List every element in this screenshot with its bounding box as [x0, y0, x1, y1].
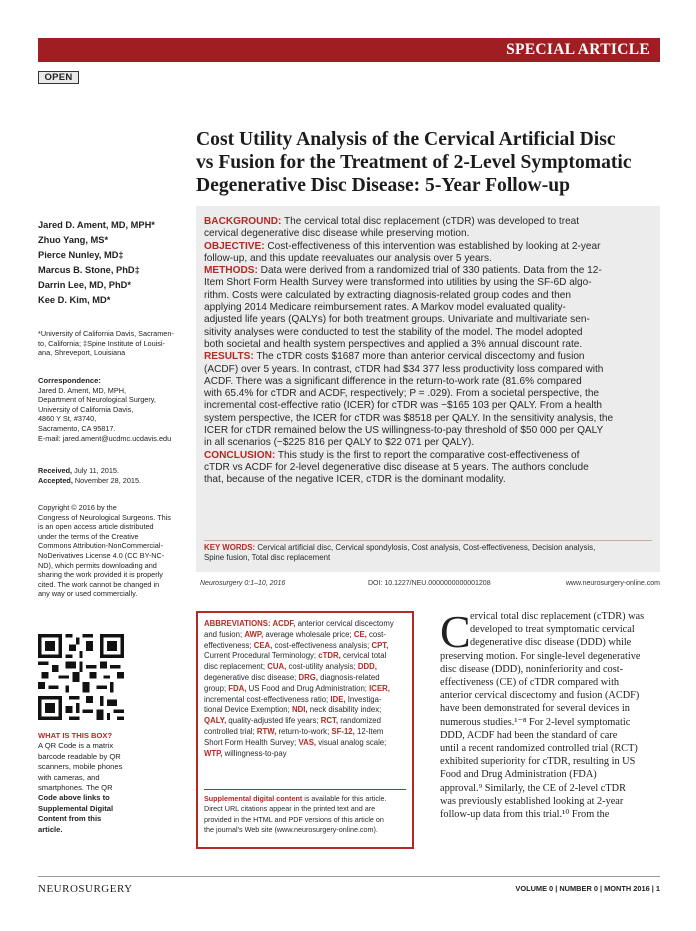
abstract-results-text: The cTDR costs $1687 more than anterior cervical discectomy and fusion	[253, 351, 585, 363]
drop-cap: C	[440, 606, 471, 657]
abbreviation-definition: disc replacement;	[204, 662, 268, 672]
body-line: effectiveness (CE) of cTDR compared with	[440, 677, 620, 689]
abstract-results-text: in all scenarios (−$225 816 per QALY to $22 071 per QALY).	[204, 437, 475, 449]
author: Kee D. Kim, MD*	[38, 295, 111, 305]
abstract-background-label: BACKGROUND:	[204, 216, 282, 227]
correspondence	[38, 376, 186, 443]
affiliation-line: to, California; ‡Spine Institute of Louisi-	[38, 338, 165, 348]
title-line: vs Fusion for the Treatment of 2-Level Symptomatic	[196, 152, 632, 173]
body-line: ervical total disc replacement (cTDR) was	[470, 611, 645, 622]
abbreviation-definition: cost-	[366, 629, 386, 639]
body-line: anterior cervical discectomy and fusion (ACDF)	[440, 690, 640, 702]
qr-explainer-line: Code above links to	[38, 793, 110, 803]
copyright-notice	[38, 503, 186, 599]
abstract-conclusion-text: cTDR vs ACDF for 2-level degenerative disc disease at 5 years. The authors conclude	[204, 461, 589, 473]
abstract-methods-text: both societal and health system perspectives and applied a 3% annual discount rate.	[204, 338, 583, 350]
abbreviation-definition: degenerative disc disease;	[204, 672, 299, 682]
abbreviation-definition: diagnosis-related	[318, 672, 380, 682]
copyright-line: sharing the work provided it is properly	[38, 570, 163, 580]
open-access-badge: OPEN	[38, 71, 79, 84]
abstract-results-text: with 65.4% for cTDR and ACDF, respectively; P = .029). From a societal perspective, the	[204, 388, 600, 400]
received-accepted-dates	[38, 466, 186, 485]
abbreviation-definition: group;	[204, 683, 229, 693]
abbreviation-definition: and fusion;	[204, 629, 245, 639]
copyright-line: Congress of Neurological Surgeons. This	[38, 512, 171, 522]
abbreviation-term: DRG,	[298, 672, 318, 682]
qr-explainer-line: article.	[38, 824, 63, 834]
abbreviation-term: QALY,	[204, 716, 227, 726]
issue-info: VOLUME 0 | NUMBER 0 | MONTH 2016 | 1	[515, 884, 660, 893]
copyright-line: is an open access article distributed	[38, 522, 154, 532]
abbreviation-term: CE,	[353, 629, 367, 639]
abbreviation-line	[204, 794, 387, 804]
abbreviations-divider	[204, 789, 406, 790]
abbreviation-definition: tional Device Exemption;	[204, 705, 292, 715]
keywords-text: Cervical artificial disc, Cervical spondylosis, Cost analysis, Cost-effectiveness, Decision analysis,	[255, 543, 596, 552]
body-line: have been demonstrated for several devices in	[440, 703, 630, 715]
abstract-conclusion-text: that, because of the negative ICER, cTDR is the dominant modality.	[204, 474, 506, 486]
abbreviation-term: WTP,	[204, 748, 223, 758]
author: Pierce Nunley, MD‡	[38, 250, 124, 260]
abbreviation-definition: provided in the HTML and PDF versions of this article on	[204, 814, 384, 824]
qr-explainer-line: Content from this	[38, 814, 102, 824]
abstract-divider	[204, 540, 652, 541]
abstract-conclusion-text: This study is the first to report the comparative cost-effectiveness of	[275, 449, 580, 461]
abbreviation-line	[204, 738, 394, 749]
correspondence-line: Sacramento, CA 95817.	[38, 423, 116, 433]
abstract-results-text: ICER for cTDR remained below the US willingness-to-pay threshold of $50 000 per QALY	[204, 425, 604, 437]
journal-website[interactable]: www.neurosurgery-online.com	[565, 580, 660, 587]
abbreviation-line	[204, 727, 394, 738]
keywords-text: Spine fusion, Total disc replacement	[204, 553, 331, 562]
abbreviation-definition: anterior cervical discectomy	[295, 619, 394, 628]
qr-explainer-line: Supplemental Digital	[38, 803, 114, 813]
body-line: developed to treat symptomatic cervical	[470, 624, 635, 636]
abbreviation-term: RTW,	[256, 726, 277, 736]
journal-citation: Neurosurgery 0:1–10, 2016	[200, 580, 286, 587]
body-line: preserving motion. For single-level degenerative	[440, 650, 641, 662]
author: Darrin Lee, MD, PhD*	[38, 280, 131, 290]
received-date: July 11, 2015.	[74, 466, 120, 475]
qr-explainer-line: smartphones. The QR	[38, 783, 113, 793]
body-line: Food and Drug Administration (FDA)	[440, 769, 597, 781]
body-line: was previously established looking at 2-year	[440, 795, 624, 807]
qr-explainer-line: with cameras, and	[38, 772, 100, 782]
abbreviation-line	[204, 716, 394, 727]
abbreviation-term: AWP,	[244, 629, 264, 639]
abbreviation-definition: Investiga-	[345, 694, 382, 704]
author: Marcus B. Stone, PhD‡	[38, 265, 140, 275]
abstract-objective-text: follow-up, and this update reevaluates our analysis over 5 years.	[204, 252, 492, 264]
body-line: until a recent randomized controlled trial (RCT)	[440, 743, 638, 755]
body-line: DDD, ACDF had been the standard of care	[440, 729, 618, 741]
copyright-line: Copyright © 2016 by the	[38, 503, 117, 512]
correspondence-line: Jared D. Ament, MD, MPH,	[38, 385, 126, 395]
abbreviation-definition: US Food and Drug Administration;	[246, 683, 370, 693]
journal-name: NEUROSURGERY	[38, 883, 133, 895]
footer-divider	[38, 876, 660, 877]
abstract-results-text: system perspective, the ICER for cTDR was $8518 per QALY. In the sensitivity analysis, the	[204, 412, 614, 424]
body-line: exhibited superiority for cTDR, resulting in US	[440, 756, 636, 768]
abbreviation-definition: Direct URL citations appear in the printed text and are	[204, 804, 376, 814]
abstract-conclusion-label: CONCLUSION:	[204, 449, 276, 461]
body-line: disc disease (DDD), noninferiority and cost-	[440, 663, 624, 675]
abbreviation-definition: average wholesale price;	[263, 629, 354, 639]
abbreviation-term: RCT,	[320, 716, 339, 726]
abbreviation-definition: cost-effectiveness analysis;	[272, 640, 372, 650]
qr-explainer-heading: WHAT IS THIS BOX?	[38, 731, 113, 740]
affiliation-line: *University of California Davis, Sacramen-	[38, 329, 174, 338]
qr-explainer-line: A QR Code is a matrix	[38, 741, 114, 751]
qr-explainer-line: scanners, mobile phones	[38, 762, 123, 772]
abstract-objective-text: Cost-effectiveness of this intervention was established by looking at 2-year	[264, 240, 601, 252]
affiliations	[38, 329, 186, 358]
correspondence-line: University of California Davis,	[38, 404, 134, 414]
abstract-background-text: cervical degenerative disc disease while preserving motion.	[204, 228, 470, 240]
body-text	[440, 606, 662, 821]
abbreviation-definition: the journal’s Web site (www.neurosurgery-online.com).	[204, 825, 378, 835]
author-list	[38, 218, 188, 308]
abbreviation-line	[204, 641, 394, 652]
abbreviation-term: SF-12,	[331, 726, 355, 736]
abbreviation-line	[204, 662, 394, 673]
abbreviation-line	[204, 705, 394, 716]
abbreviation-definition: controlled trial;	[204, 726, 257, 736]
copyright-line: under the terms of the Creative	[38, 531, 139, 541]
copyright-line: any way or used commercially.	[38, 589, 138, 599]
abbreviation-term: IDE,	[330, 694, 346, 704]
title-line: Degenerative Disc Disease: 5-Year Follow-up	[196, 175, 571, 196]
correspondence-email[interactable]: E-mail: jared.ament@ucdmc.ucdavis.edu	[38, 433, 172, 443]
accepted-date: November 28, 2015.	[74, 475, 142, 485]
affiliation-line: ana, Shreveport, Louisiana	[38, 348, 126, 358]
abbreviations-list	[204, 619, 394, 759]
abbreviation-definition: randomized	[338, 716, 381, 726]
copyright-line: ND), which permits downloading and	[38, 560, 157, 570]
abstract-methods-text: applying 2014 Medicare reimbursement rates. A Markov model evaluated quality-	[204, 302, 566, 314]
abbreviation-term: CUA,	[267, 662, 287, 672]
abstract-methods-text: adjusted life years (QALYs) for both treatment groups. Univariate and multivariate sen-	[204, 314, 590, 326]
qr-explainer-line: barcode readable by QR	[38, 751, 121, 761]
abbreviation-definition: cost-utility analysis;	[286, 662, 358, 672]
abstract-methods-text: rithm. Costs were calculated by extracting diagnosis-related group codes and then	[204, 289, 571, 301]
article-title	[196, 128, 666, 197]
body-line: degenerative disc disease (DDD) while	[470, 637, 632, 649]
abbreviation-term: FDA,	[228, 683, 247, 693]
abstract-results-text: incremental cost-effective ratio (ICER) for cTDR was −$165 103 per QALY. From a health	[204, 400, 603, 412]
abbreviation-line	[204, 673, 394, 684]
abbreviation-definition: incremental cost-effectiveness ratio;	[204, 694, 331, 704]
abstract-methods-label: METHODS:	[204, 265, 258, 277]
copyright-line: Commons Attribution-NonCommercial-	[38, 541, 163, 551]
abbreviation-line	[204, 619, 394, 630]
abbreviation-line	[204, 684, 394, 695]
abbreviation-definition: is available for this article.	[302, 794, 387, 803]
accepted-label: Accepted,	[38, 475, 73, 485]
received-label: Received,	[38, 466, 73, 475]
abbreviation-term: CPT,	[371, 640, 389, 650]
abbreviation-line	[204, 815, 387, 825]
abbreviation-definition: cervical total	[340, 651, 387, 661]
abstract-results-text: ACDF. There was a significant difference in the return-to-work rate (81.6% compared	[204, 375, 582, 387]
abstract-results-label: RESULTS:	[204, 351, 254, 363]
abbreviation-definition: neck disability index;	[307, 705, 382, 715]
author: Zhuo Yang, MS*	[38, 235, 109, 245]
abbreviation-term: cTDR,	[318, 651, 341, 661]
header-banner	[38, 38, 660, 62]
section-label: SPECIAL ARTICLE	[506, 41, 650, 58]
abbreviation-term: ABBREVIATIONS: ACDF,	[204, 619, 296, 628]
abbreviation-definition: effectiveness;	[204, 640, 254, 650]
abbreviation-definition: Current Procedural Terminology;	[204, 651, 319, 661]
body-line: follow-up data from this trial.¹⁰ From the	[440, 809, 610, 821]
abbreviation-definition: Short Form Health Survey;	[204, 737, 299, 747]
abbreviation-term: ICER,	[369, 683, 390, 693]
keywords-label: KEY WORDS:	[204, 543, 256, 552]
abbreviation-definition: quality-adjusted life years;	[226, 716, 321, 726]
copyright-line: NoDerivatives License 4.0 (CC BY-NC-	[38, 550, 165, 560]
abbreviation-term: NDI,	[291, 705, 308, 715]
author: Jared D. Ament, MD, MPH*	[38, 220, 155, 230]
abbreviation-definition: 12-Item	[354, 726, 384, 736]
correspondence-line: 4860 Y St, #3740,	[38, 414, 97, 424]
abbreviation-definition: visual analog scale;	[316, 737, 387, 747]
abbreviation-term: Supplemental digital content	[204, 794, 303, 803]
abbreviation-line	[204, 749, 394, 760]
abstract-background-text: The cervical total disc replacement (cTDR) was developed to treat	[281, 216, 580, 227]
abstract-methods-text: sitivity analyses were conducted to test the stability of the model. The model adopted	[204, 326, 583, 338]
abbreviation-line	[204, 804, 387, 814]
abbreviation-term: CEA,	[253, 640, 273, 650]
abbreviation-line	[204, 825, 387, 835]
doi[interactable]: DOI: 10.1227/NEU.0000000000001208	[368, 580, 491, 587]
abbreviations-box	[196, 611, 414, 849]
supplemental-content-note	[204, 794, 387, 836]
correspondence-line: Department of Neurological Surgery,	[38, 395, 156, 405]
qr-explainer	[38, 731, 186, 835]
abbreviation-term: DDD,	[357, 662, 377, 672]
abbreviation-definition: willingness-to-pay	[222, 748, 287, 758]
abstract-box	[196, 206, 660, 572]
title-line: Cost Utility Analysis of the Cervical Artificial Disc	[196, 129, 616, 150]
abbreviation-definition: return-to-work;	[276, 726, 332, 736]
keywords	[204, 543, 595, 563]
abbreviation-line	[204, 651, 394, 662]
abstract-methods-text: Data were derived from a randomized trial of 330 patients. Data from the 12-	[257, 265, 602, 277]
copyright-line: cited. The work cannot be changed in	[38, 579, 160, 589]
abbreviation-term: VAS,	[298, 737, 317, 747]
body-line: approval.⁹ Similarly, the CE of 2-level cTDR	[440, 782, 626, 794]
body-line: numerous studies.¹⁻⁸ For 2-level symptomatic	[440, 716, 631, 728]
correspondence-label: Correspondence:	[38, 376, 101, 385]
abstract-objective-label: OBJECTIVE:	[204, 240, 265, 252]
abbreviation-line	[204, 695, 394, 706]
abstract-results-text: (ACDF) over 5 years. In contrast, cTDR had $34 377 less productivity loss compared with	[204, 363, 604, 375]
qr-code[interactable]	[38, 634, 124, 720]
abbreviation-line	[204, 630, 394, 641]
abstract-methods-text: Item Short Form Health Survey were transformed into utilities by using the SF-6D algo-	[204, 277, 592, 289]
